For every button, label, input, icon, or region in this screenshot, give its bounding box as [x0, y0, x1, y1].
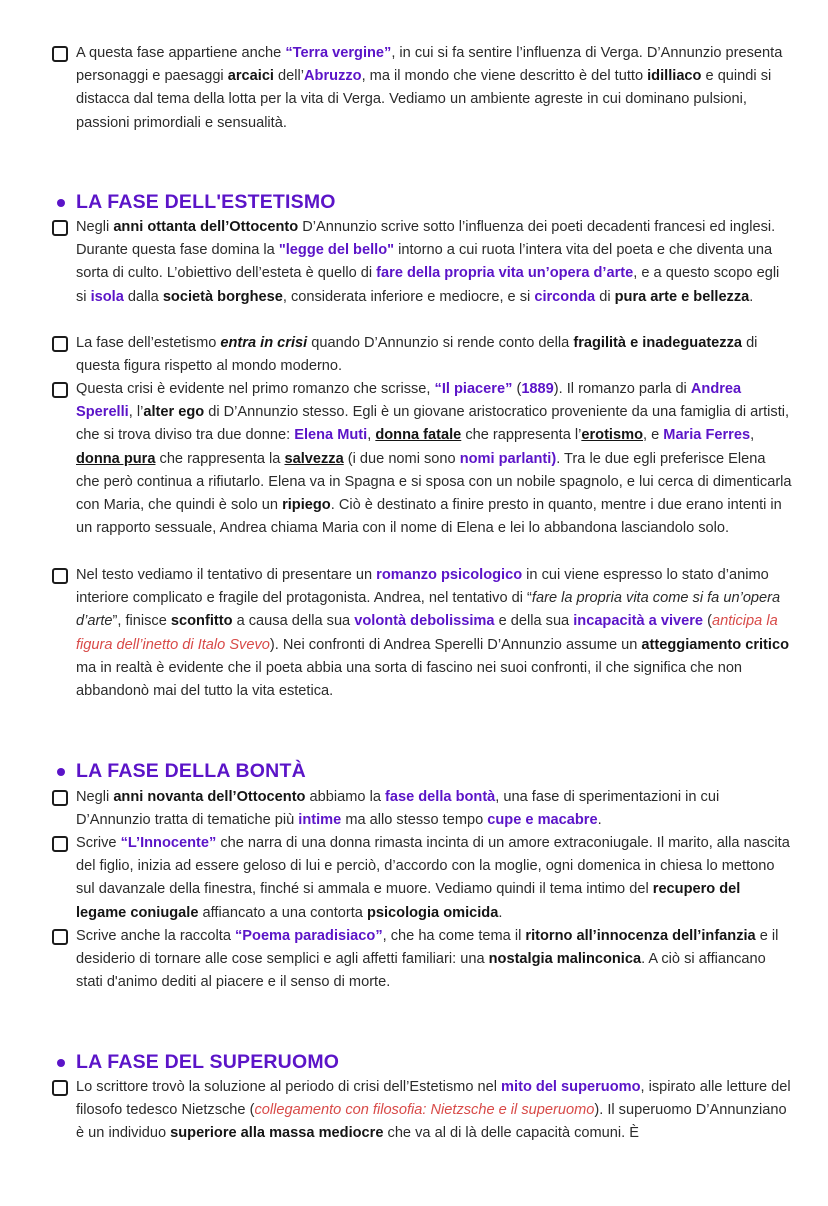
bold-term: superiore alla massa mediocre	[170, 1125, 384, 1142]
text-run: ). Il superuomo D’Annunziano è un individuo	[76, 1102, 787, 1142]
text-run: ma in realtà è evidente che il poeta abbia una sorta di fascino nei suoi confronti, il che significa che non abbandonò mai del tutto la vita estetica.	[76, 659, 743, 700]
section-title: LA FASE DEL SUPERUOMO	[76, 1051, 340, 1073]
highlight-term: incapacità a vivere	[573, 613, 704, 630]
text-run: , ispirato alle letture del filosofo tedesco Nietzsche (	[76, 1079, 791, 1119]
checklist-item	[52, 786, 792, 832]
bold-term: società borghese	[162, 288, 283, 305]
text-run: Negli	[76, 219, 114, 235]
text-run: quando D’Annunzio si rende conto della	[307, 335, 574, 351]
text-run: .	[749, 288, 754, 305]
section-heading	[52, 760, 306, 783]
highlight-term: cupe e macabre	[487, 812, 598, 829]
text-run: ,	[367, 427, 376, 444]
text-run: ). Nei confronti di Andrea Sperelli D’Annunzio assume un	[269, 636, 642, 653]
item-text	[76, 216, 792, 309]
bold-term: idilliaco	[647, 68, 702, 85]
section-heading	[52, 1051, 339, 1074]
bold-term: ritorno all’innocenza dell’infanzia	[525, 928, 756, 944]
text-run: . A ciò si affiancano stati d'animo dediti al piacere e il senso di morte.	[76, 951, 766, 991]
checklist-item	[52, 1076, 792, 1146]
highlight-term: fase della bontà	[385, 789, 496, 805]
highlight-term: Elena Muti	[294, 427, 368, 444]
checkbox-icon[interactable]	[52, 836, 68, 852]
text-run: .	[597, 812, 602, 829]
highlight-term: Maria Ferres	[663, 427, 751, 444]
checkbox-icon[interactable]	[52, 46, 68, 62]
checklist-item	[52, 925, 792, 995]
bullet-icon	[57, 1059, 65, 1067]
italic-quote: fare la propria vita come si fa un’opera d’arte	[76, 590, 781, 630]
bullet-icon	[57, 768, 65, 776]
item-text	[76, 332, 792, 378]
text-run: Nel testo vediamo il tentativo di presentare un	[76, 567, 377, 583]
text-run: affiancato a una contorta	[198, 904, 367, 921]
text-run: , che ha come tema il	[382, 928, 526, 944]
text-run: , una fase di sperimentazioni in cui D’Annunzio tratta di tematiche più	[76, 789, 720, 829]
bold-italic-term: entra in crisi	[220, 335, 308, 351]
checkbox-icon[interactable]	[52, 790, 68, 806]
item-text	[76, 832, 792, 925]
text-run: dell’	[274, 68, 305, 85]
checkbox-icon[interactable]	[52, 929, 68, 945]
bold-term: arcaici	[227, 68, 274, 85]
bold-term: alter ego	[143, 404, 205, 421]
bullet-icon	[57, 199, 65, 207]
section-title: LA FASE DELL'ESTETISMO	[76, 191, 336, 213]
highlight-term: intime	[298, 812, 342, 829]
section-title: LA FASE DELLA BONTÀ	[76, 760, 306, 782]
checkbox-icon[interactable]	[52, 220, 68, 236]
text-run: .	[498, 904, 503, 921]
text-run: e della sua	[494, 613, 574, 630]
bold-underlined-term: donna fatale	[375, 427, 462, 444]
text-run: (i due nomi sono	[343, 450, 460, 467]
text-run: Questa crisi è evidente nel primo romanzo che scrisse,	[76, 381, 435, 397]
highlight-term: mito del superuomo	[501, 1079, 641, 1095]
checklist-item	[52, 42, 792, 135]
text-run: La fase dell’estetismo	[76, 335, 221, 351]
text-run: Scrive	[76, 835, 121, 851]
section-heading	[52, 191, 336, 214]
text-run: . Tra le due egli preferisce Elena che però continua a rifiutarlo. Elena va in Spagna e si sposa con un nobile spagnolo, e lui cerca di dimenticarla con Maria, che quindi è solo un	[76, 450, 792, 514]
text-run: di D’Annunzio stesso. Egli è un giovane aristocratico proveniente da una famiglia di artisti, che si trova diviso tra due donne:	[76, 404, 790, 444]
highlight-term: “L’Innocente”	[120, 835, 217, 851]
text-run: che va al di là delle capacità comuni. È	[383, 1125, 640, 1142]
text-run: ma allo stesso tempo	[341, 812, 488, 829]
text-run: , ma il mondo che viene descritto è del tutto	[361, 68, 648, 85]
checkbox-icon[interactable]	[52, 1080, 68, 1096]
bold-term: sconfitto	[170, 613, 233, 630]
bold-underlined-term: erotismo	[581, 427, 643, 444]
bold-term: pura arte e bellezza	[614, 288, 750, 305]
text-run: Negli	[76, 789, 114, 805]
text-run: in cui viene espresso lo stato d’animo interiore complicato e fragile del protagonista. Andrea, nel tentativo di “	[76, 567, 769, 607]
checklist-item	[52, 832, 792, 925]
item-text	[76, 1076, 792, 1146]
checkbox-icon[interactable]	[52, 336, 68, 352]
text-run: ”, finisce	[112, 613, 171, 630]
bold-term: nostalgia malinconica	[488, 951, 642, 968]
highlight-term: romanzo psicologico	[376, 567, 523, 583]
highlight-term: Andrea Sperelli	[76, 381, 742, 421]
text-run: ). Il romanzo parla di	[553, 381, 691, 397]
text-run: A questa fase appartiene anche	[76, 45, 286, 61]
bold-term: ripiego	[282, 497, 331, 514]
item-text	[76, 42, 792, 135]
text-run: e il desiderio di tornare alle cose semplici e agli affetti familiari: una	[76, 928, 779, 968]
checklist-item	[52, 564, 792, 703]
highlight-term: 1889	[521, 381, 554, 397]
text-run: intorno a cui ruota l’intera vita del poeta e che diventa una sorta di culto. L’obiettivo dell’esteta è quello di	[76, 242, 773, 282]
checklist-item	[52, 332, 792, 378]
bold-term: atteggiamento critico	[641, 636, 790, 653]
cross-reference-note: anticipa la figura dell’inetto di Italo Svevo	[76, 613, 778, 653]
item-text	[76, 378, 792, 540]
text-run: dalla	[123, 288, 163, 305]
highlight-term: “Poema paradisiaco”	[235, 928, 383, 944]
bold-term: psicologia omicida	[366, 904, 499, 921]
highlight-term: Abruzzo	[304, 68, 362, 85]
text-run: , in cui si fa sentire l’influenza di Verga. D’Annunzio presenta personaggi e paesaggi	[76, 45, 783, 85]
highlight-term: circonda	[534, 288, 596, 305]
bold-term: anni novanta dell’Ottocento	[113, 789, 306, 805]
text-run: abbiamo la	[305, 789, 385, 805]
text-run: a causa della sua	[232, 613, 355, 630]
text-run: , e	[643, 427, 664, 444]
checkbox-icon[interactable]	[52, 568, 68, 584]
bold-term: recupero del legame coniugale	[76, 881, 741, 921]
checklist-item	[52, 216, 792, 309]
highlight-term: nomi parlanti)	[459, 450, 557, 467]
item-text	[76, 564, 792, 703]
item-text	[76, 925, 792, 995]
text-run: di	[595, 288, 615, 305]
text-run: di questa figura rispetto al mondo moderno.	[76, 335, 758, 375]
checklist-item	[52, 378, 792, 540]
checkbox-icon[interactable]	[52, 382, 68, 398]
text-run: che rappresenta la	[155, 450, 285, 467]
text-run: che narra di una donna rimasta incinta di un amore extraconiugale. Il marito, alla nascita del figlio, inizia ad essere geloso di lui e perciò, d’accordo con la moglie, ogni domenica in chiesa lo mettono sul davanzale della finestra, finché si ammala e muore. Vediamo quindi il tema intimo del	[76, 835, 790, 898]
highlight-term: “Terra vergine”	[285, 45, 392, 61]
highlight-term: fare della propria vita un’opera d’arte	[376, 265, 634, 282]
text-run: ,	[750, 427, 755, 444]
text-run: che rappresenta l’	[461, 427, 582, 444]
highlight-term: volontà debolissima	[354, 613, 495, 630]
text-run: (	[703, 613, 712, 630]
item-text	[76, 786, 792, 832]
bold-underlined-term: salvezza	[284, 450, 344, 467]
highlight-term: "legge del bello"	[278, 242, 395, 259]
text-run: , l’	[128, 404, 144, 421]
text-run: (	[512, 381, 522, 397]
text-run: , considerata inferiore e mediocre, e si	[282, 288, 535, 305]
bold-term: fragilità e inadeguatezza	[573, 335, 743, 351]
text-run: Scrive anche la raccolta	[76, 928, 235, 944]
cross-reference-note: collegamento con filosofia: Nietzsche e il superuomo	[254, 1102, 595, 1119]
text-run: D’Annunzio scrive sotto l’influenza dei poeti decadenti francesi ed inglesi. Durante questa fase domina la	[76, 219, 776, 259]
text-run: , e a questo scopo egli si	[76, 265, 780, 305]
text-run: . Ciò è destinato a finire presto in quanto, mentre i due erano intenti in un rapporto sessuale, Andrea chiama Maria con il nome di Elena e lei lo abbandona lasciandolo solo.	[76, 497, 782, 537]
highlight-term: “Il piacere”	[434, 381, 513, 397]
bold-term: anni ottanta dell’Ottocento	[113, 219, 299, 235]
highlight-term: isola	[90, 288, 124, 305]
bold-underlined-term: donna pura	[76, 450, 156, 467]
text-run: e quindi si distacca dal tema della lotta per la vita di Verga. Vediamo un ambiente agreste in cui dominano pulsioni, passioni primordiali e sensualità.	[76, 68, 772, 131]
text-run: Lo scrittore trovò la soluzione al periodo di crisi dell’Estetismo nel	[76, 1079, 502, 1095]
